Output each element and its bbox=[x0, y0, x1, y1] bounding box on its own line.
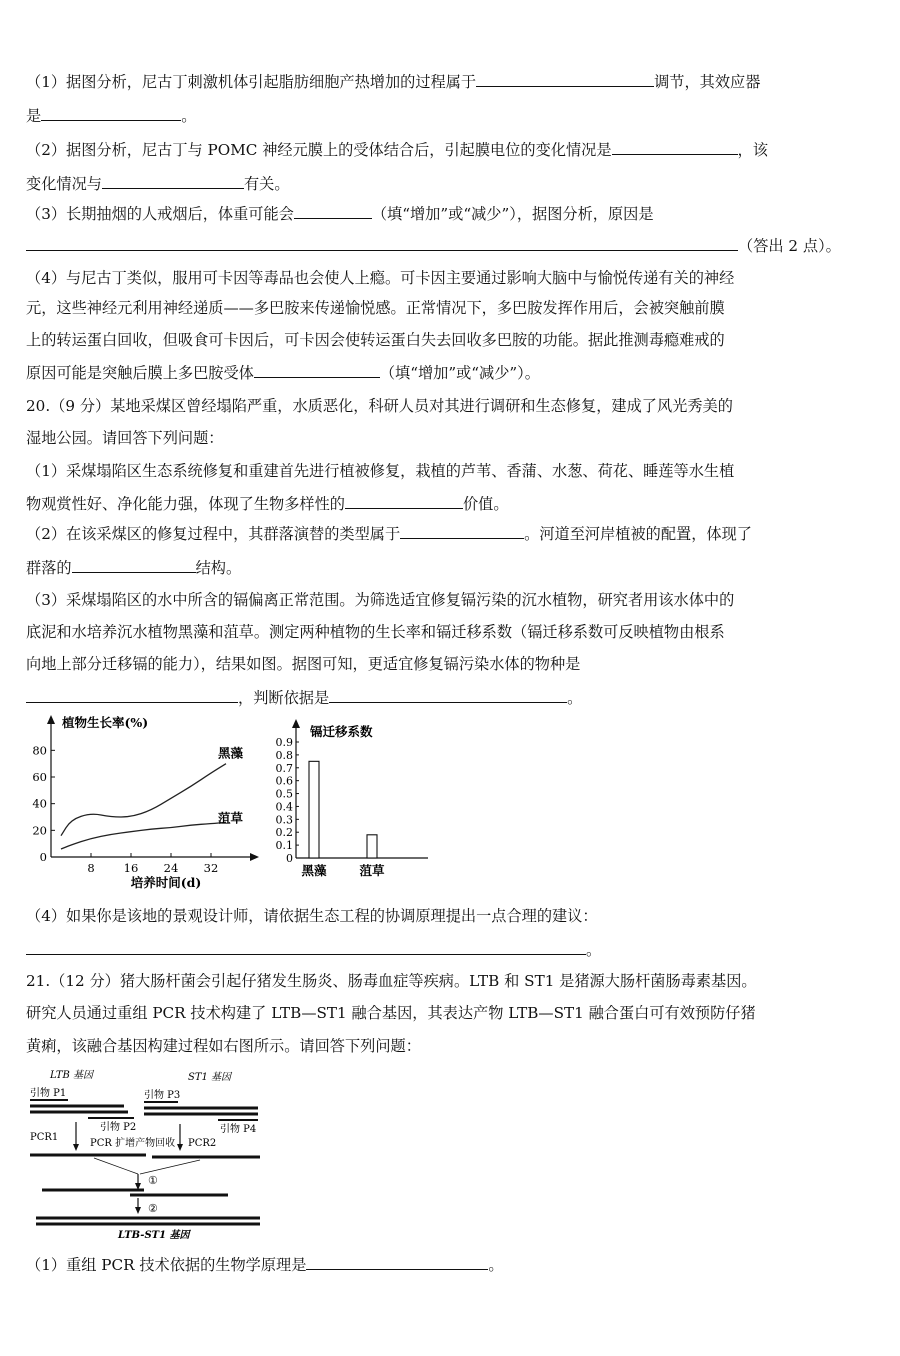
q19-p3-text-c: （答出 2 点）。 bbox=[738, 237, 841, 255]
pcr1-arrow-head bbox=[73, 1144, 79, 1151]
q20-part3-line1: （3）采煤塌陷区的水中所含的镉偏离正常范围。为筛选适宜修复镉污染的沉水植物，研究者用该水体中的 bbox=[26, 591, 735, 609]
q19-part1-line1 bbox=[26, 70, 760, 93]
q19-part4-line3: 上的转运蛋白回收，但吸食可卡因后，可卡因会使转运蛋白失去回收多巴胺的功能。据此推测毒瘾难戒的 bbox=[26, 331, 725, 349]
growth-chart-xlabel: 培养时间(d) bbox=[130, 875, 202, 890]
growth-chart-ticks bbox=[32, 743, 218, 875]
q21-p1-text-b: 。 bbox=[488, 1256, 504, 1274]
q20-part2-line2 bbox=[26, 556, 241, 579]
y-tick-label: 20 bbox=[32, 823, 47, 838]
q19-part4-line4 bbox=[26, 361, 540, 384]
q19-part1-line2 bbox=[26, 104, 196, 127]
series-label: 菹草 bbox=[218, 810, 244, 826]
q20-part2-line1 bbox=[26, 522, 752, 545]
q19-part2-line2 bbox=[26, 172, 290, 195]
q19-part4-line2: 元，这些神经元利用神经递质——多巴胺来传递愉悦感。正常情况下，多巴胺发挥作用后，会被突触前膜 bbox=[26, 299, 725, 317]
q20-part4-line1: （4）如果你是该地的景观设计师，请依据生态工程的协调原理提出一点合理的建议： bbox=[26, 907, 598, 925]
answer-blank-q20-3b[interactable] bbox=[329, 686, 567, 703]
cd-chart-bars bbox=[301, 761, 385, 878]
x-tick-label: 16 bbox=[123, 861, 139, 875]
q20-p2-text-b: 。河道至河岸植被的配置，体现了 bbox=[524, 525, 752, 543]
answer-blank-q20-1[interactable] bbox=[345, 492, 463, 509]
q21-stem-line3: 黄痢，该融合基因构建过程如右图所示。请回答下列问题： bbox=[26, 1037, 421, 1055]
q20-part3-line3: 向地上部分迁移镉的能力），结果如图。据图可知，更适宜修复镉污染水体的物种是 bbox=[26, 655, 581, 673]
q20-part3-line4 bbox=[26, 686, 582, 709]
q20-p3-text-e: 。 bbox=[567, 689, 583, 707]
converge-line-left bbox=[94, 1158, 138, 1174]
y-tick-label: 0.5 bbox=[275, 787, 293, 801]
series-label: 黑藻 bbox=[218, 745, 244, 761]
pcr1-label: PCR1 bbox=[30, 1132, 59, 1143]
category-label: 黑藻 bbox=[301, 863, 327, 878]
converge-line-right bbox=[140, 1160, 200, 1174]
y-tick-label: 0.3 bbox=[275, 813, 293, 827]
q20-p2-text-a: （2）在该采煤区的修复过程中，其群落演替的类型属于 bbox=[26, 525, 401, 543]
x-tick-label: 32 bbox=[203, 861, 219, 875]
q20-p1-text-c: 价值。 bbox=[462, 495, 509, 513]
bar-heizao bbox=[309, 761, 319, 858]
answer-blank-q19-1b[interactable] bbox=[41, 104, 181, 121]
answer-blank-q21-1[interactable] bbox=[306, 1253, 488, 1270]
step1-label: ① bbox=[148, 1174, 158, 1187]
y-axis-arrow bbox=[47, 715, 55, 724]
y-tick-label: 60 bbox=[32, 770, 47, 784]
pcr2-arrow-head bbox=[177, 1144, 183, 1151]
q19-part3-line2 bbox=[26, 234, 841, 257]
q19-part3-line1 bbox=[26, 202, 654, 225]
answer-blank-q19-2a[interactable] bbox=[612, 138, 738, 155]
y-tick-label: 0.9 bbox=[275, 736, 293, 749]
y-tick-label: 0 bbox=[39, 850, 47, 864]
recombinant-pcr-diagram bbox=[28, 1062, 278, 1240]
category-label: 菹草 bbox=[359, 863, 385, 878]
step2-arrow-head bbox=[135, 1207, 141, 1214]
q19-p1-text-c: 是 bbox=[26, 107, 42, 125]
answer-blank-q20-2b[interactable] bbox=[72, 556, 196, 573]
y-tick-label: 0 bbox=[286, 852, 293, 865]
series-line-zucao bbox=[61, 822, 226, 849]
recover-label: PCR 扩增产物回收 bbox=[90, 1138, 176, 1149]
q19-p1-text-d: 。 bbox=[181, 107, 197, 125]
y-tick-label: 0.2 bbox=[275, 826, 293, 840]
primer-p4-label: 引物 P4 bbox=[220, 1124, 257, 1135]
y-tick-label: 0.7 bbox=[275, 761, 293, 775]
q19-p4-text-d: 原因可能是突触后膜上多巴胺受体 bbox=[26, 364, 254, 382]
q19-p1-text-a: （1）据图分析，尼古丁刺激机体引起脂肪细胞产热增加的过程属于 bbox=[26, 73, 477, 91]
answer-blank-q19-3b[interactable] bbox=[26, 234, 738, 251]
ltb-gene-label: LTB 基因 bbox=[50, 1070, 94, 1081]
growth-chart-axes bbox=[47, 715, 259, 861]
q19-part2-line1 bbox=[26, 138, 768, 161]
answer-blank-q20-4[interactable] bbox=[26, 938, 586, 955]
y-tick-label: 0.8 bbox=[275, 748, 293, 762]
answer-blank-q19-2b[interactable] bbox=[102, 172, 244, 189]
q20-stem-line1: 20.（9 分）某地采煤区曾经塌陷严重，水质恶化，科研人员对其进行调研和生态修复，建成了风光秀美的 bbox=[26, 397, 733, 415]
q20-p2-text-d: 结构。 bbox=[195, 559, 242, 577]
cadmium-migration-chart bbox=[268, 718, 438, 883]
primer-p1-label: 引物 P1 bbox=[30, 1088, 67, 1099]
step2-label: ② bbox=[148, 1202, 158, 1215]
growth-chart-lines bbox=[61, 746, 244, 849]
answer-blank-q20-3a[interactable] bbox=[26, 686, 238, 703]
q20-p2-text-c: 群落的 bbox=[26, 559, 72, 577]
q19-p3-text-b: （填“增加”或“减少”），据图分析，原因是 bbox=[371, 205, 654, 223]
q19-p3-text-a: （3）长期抽烟的人戒烟后，体重可能会 bbox=[26, 205, 294, 223]
answer-blank-q19-4[interactable] bbox=[254, 361, 380, 378]
st1-gene-label: ST1 基因 bbox=[188, 1072, 232, 1083]
q21-stem-line1: 21.（12 分）猪大肠杆菌会引起仔猪发生肠炎、肠毒血症等疾病。LTB 和 ST1 是猪源大肠杆菌肠毒素基因。 bbox=[26, 972, 757, 990]
fusion-gene-label: LTB-ST1 基因 bbox=[118, 1230, 190, 1240]
answer-blank-q19-3a[interactable] bbox=[294, 202, 372, 219]
q19-p2-text-a: （2）据图分析，尼古丁与 POMC 神经元膜上的受体结合后，引起膜电位的变化情况是 bbox=[26, 141, 612, 159]
q19-p2-text-c: 变化情况与 bbox=[26, 175, 102, 193]
q20-part1-line2 bbox=[26, 492, 509, 515]
y-tick-label: 0.4 bbox=[275, 800, 293, 814]
x-tick-label: 24 bbox=[163, 861, 179, 875]
q19-part4-line1: （4）与尼古丁类似，服用可卡因等毒品也会使人上瘾。可卡因主要通过影响大脑中与愉悦传递有关的神经 bbox=[26, 269, 735, 287]
q19-p2-text-b: ，该 bbox=[737, 141, 768, 159]
q20-p3-text-d: ，判断依据是 bbox=[238, 689, 330, 707]
q20-p1-text-b: 物观赏性好、净化能力强，体现了生物多样性的 bbox=[26, 495, 345, 513]
q21-part1-line1 bbox=[26, 1253, 504, 1276]
primer-p3-label: 引物 P3 bbox=[144, 1090, 181, 1101]
x-axis-arrow bbox=[250, 853, 259, 861]
growth-rate-chart bbox=[26, 712, 266, 892]
q19-p4-text-e: （填“增加”或“减少”）。 bbox=[379, 364, 540, 382]
q20-part4-line2 bbox=[26, 938, 601, 961]
y-tick-label: 0.1 bbox=[275, 839, 293, 853]
y-axis-arrow bbox=[292, 719, 300, 728]
pcr2-label: PCR2 bbox=[188, 1138, 217, 1149]
q20-p4-text-b: 。 bbox=[586, 941, 602, 959]
cd-chart-title: 镉迁移系数 bbox=[310, 724, 373, 739]
answer-blank-q19-1a[interactable] bbox=[476, 70, 654, 87]
y-tick-label: 80 bbox=[32, 743, 47, 758]
growth-chart-ylabel: 植物生长率(%) bbox=[62, 715, 149, 730]
bar-zucao bbox=[367, 835, 377, 858]
q19-p2-text-d: 有关。 bbox=[243, 175, 290, 193]
q21-p1-text-a: （1）重组 PCR 技术依据的生物学原理是 bbox=[26, 1256, 307, 1274]
q20-part1-line1: （1）采煤塌陷区生态系统修复和重建首先进行植被修复，栽植的芦苇、香蒲、水葱、荷花、睡莲等水生植 bbox=[26, 462, 735, 480]
y-tick-label: 40 bbox=[32, 796, 47, 811]
q20-stem-line2: 湿地公园。请回答下列问题： bbox=[26, 429, 224, 447]
q20-part3-line2: 底泥和水培养沉水植物黑藻和菹草。测定两种植物的生长率和镉迁移系数（镉迁移系数可反映植物由根系 bbox=[26, 623, 725, 641]
q19-p1-text-b: 调节，其效应器 bbox=[654, 73, 761, 91]
q21-stem-line2: 研究人员通过重组 PCR 技术构建了 LTB—ST1 融合基因，其表达产物 LTB—ST1 融合蛋白可有效预防仔猪 bbox=[26, 1004, 756, 1022]
answer-blank-q20-2a[interactable] bbox=[400, 522, 524, 539]
primer-p2-label: 引物 P2 bbox=[100, 1122, 137, 1133]
y-tick-label: 0.6 bbox=[275, 774, 293, 788]
x-tick-label: 8 bbox=[87, 861, 95, 875]
